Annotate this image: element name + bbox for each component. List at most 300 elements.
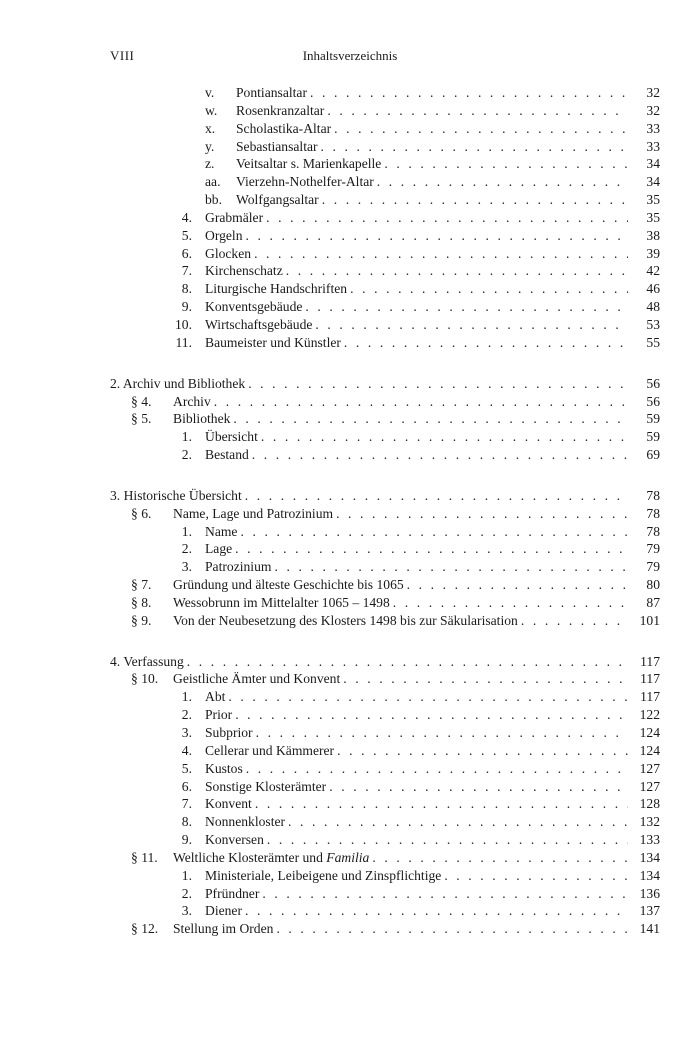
toc-entry-title [236, 173, 374, 191]
toc-entry-text: Wessobrunn im Mittelalter 1065 – 1498 [173, 594, 390, 610]
toc-entry-page: 122 [639, 707, 660, 723]
toc-entry-title [205, 902, 242, 920]
toc-entry-text: Vierzehn-Nothelfer-Altar [236, 174, 374, 190]
toc-entry-text: Pontiansaltar [236, 85, 307, 100]
toc-entry-label [205, 813, 660, 831]
toc-entry-page: 38 [646, 227, 660, 243]
toc-entry[interactable] [0, 84, 700, 102]
toc-entry[interactable] [0, 428, 700, 446]
toc-entry-text: Von der Neubesetzung des Klosters 1498 bis zur Säkularisation [173, 612, 518, 628]
dot-leader [230, 410, 628, 428]
toc-entry-number: 2. [181, 885, 192, 901]
toc-entry[interactable] [0, 523, 700, 541]
toc-entry-label [110, 375, 660, 393]
dot-leader [312, 316, 628, 334]
toc-entry[interactable] [0, 173, 700, 191]
toc-entry-label [236, 120, 660, 138]
toc-entry-page: 137 [639, 903, 660, 919]
dot-leader [283, 262, 628, 280]
dot-leader [273, 920, 628, 938]
toc-entry-text: Konversen [205, 832, 264, 848]
toc-entry-title [205, 446, 249, 464]
toc-entry-label [205, 262, 660, 280]
toc-entry-page: 56 [646, 375, 660, 391]
toc-entry-text: Wolfgangsaltar [236, 192, 319, 208]
toc-entry[interactable] [0, 298, 700, 316]
toc-entry-page: 124 [639, 725, 660, 740]
toc-entry-page: 132 [639, 814, 660, 830]
toc-entry-number: 5. [181, 227, 192, 243]
toc-entry-text: Patrozinium [205, 559, 272, 575]
dot-leader [369, 849, 628, 867]
toc-entry-title [205, 688, 225, 706]
toc-entry[interactable] [0, 262, 700, 280]
dot-leader [242, 487, 628, 505]
toc-entry-number: 3. [181, 903, 192, 919]
toc-entry-title [236, 120, 331, 138]
dot-leader [249, 446, 628, 464]
toc-entry[interactable] [0, 334, 700, 352]
toc-entry-number: 1. [181, 429, 192, 445]
toc-entry-label [173, 594, 660, 612]
toc-entry-title [110, 653, 184, 671]
dot-leader [347, 280, 628, 298]
toc-entry-label [205, 446, 660, 464]
toc-entry-label [205, 209, 660, 227]
toc-entry-title [205, 316, 312, 334]
dot-leader [263, 209, 628, 227]
toc-entry-page: 69 [646, 447, 660, 463]
toc-entry[interactable] [0, 558, 700, 576]
toc-entry[interactable] [0, 209, 700, 227]
toc-entry-page: 46 [646, 281, 660, 297]
toc-entry[interactable] [0, 540, 700, 558]
toc-entry-label [205, 334, 660, 352]
toc-entry-text: Lage [205, 541, 233, 557]
toc-entry-page: 128 [639, 796, 660, 812]
toc-entry[interactable] [0, 120, 700, 138]
toc-entry-title [110, 375, 245, 393]
toc-entry-title [173, 849, 369, 867]
page-number: VIII [110, 48, 135, 63]
toc-entry[interactable] [0, 155, 700, 173]
dot-leader [341, 334, 628, 352]
toc-entry-title [205, 760, 243, 778]
toc-entry-title [205, 742, 334, 760]
toc-entry-label [205, 831, 660, 849]
toc-entry-page: 59 [646, 429, 660, 445]
toc-entry-page: 127 [639, 778, 660, 794]
toc-entry[interactable] [0, 612, 700, 630]
toc-entry-page: 35 [646, 192, 660, 208]
toc-entry-number: z. [205, 156, 215, 172]
toc-entry-number: 2. [181, 707, 192, 723]
toc-entry-number: § 12. [131, 921, 159, 937]
dot-leader [318, 138, 628, 156]
toc-entry-label [205, 540, 660, 558]
dot-leader [326, 778, 628, 796]
toc-entry-number: 8. [181, 814, 192, 830]
toc-entry-number: y. [205, 138, 215, 154]
toc-entry-title [236, 84, 307, 102]
toc-entry[interactable] [0, 280, 700, 298]
section-gap [0, 352, 700, 375]
toc-entry-number: 2. [181, 447, 192, 463]
toc-entry-title [173, 612, 518, 630]
dot-leader [245, 375, 628, 393]
toc-entry-text: Pfründner [205, 885, 260, 901]
toc-entry[interactable] [0, 885, 700, 903]
toc-entry[interactable] [0, 831, 700, 849]
toc-entry-page: 136 [639, 885, 660, 901]
toc-entry-text: Übersicht [205, 429, 258, 445]
toc-entry-text: Wirtschaftsgebäude [205, 316, 313, 332]
toc-entry-text: Bibliothek [173, 411, 231, 427]
toc-entry[interactable] [0, 393, 700, 411]
dot-leader [271, 558, 628, 576]
toc-entry-text: Grabmäler [205, 209, 264, 225]
toc-entry-label [205, 706, 660, 724]
toc-entry-label [205, 795, 660, 813]
toc-entry[interactable] [0, 191, 700, 209]
toc-entry-page: 124 [639, 742, 660, 758]
toc-entry-label [205, 724, 660, 742]
toc-entry-label [236, 191, 660, 209]
toc-entry-page: 34 [646, 174, 660, 190]
toc-entry-text: Subprior [205, 725, 253, 740]
section-gap [0, 630, 700, 653]
toc-entry-page: 33 [646, 120, 660, 136]
toc-entry-title [205, 778, 326, 796]
toc-entry-title [173, 505, 333, 523]
toc-entry-number: 4. [181, 209, 192, 225]
toc-entry-page: 59 [646, 411, 660, 427]
toc-entry-page: 78 [646, 523, 660, 539]
dot-leader [253, 724, 628, 742]
toc-entry-title [236, 191, 319, 209]
toc-entry-page: 117 [640, 689, 660, 705]
toc-entry-number: 4. [181, 742, 192, 758]
toc-entry-text: Rosenkranzaltar [236, 102, 325, 118]
toc-entry[interactable] [0, 813, 700, 831]
toc-entry[interactable] [0, 688, 700, 706]
toc-entry-label [173, 612, 660, 630]
page-title: Inhaltsverzeichnis [302, 48, 398, 63]
dot-leader [334, 742, 628, 760]
dot-leader [307, 84, 628, 102]
toc-entry-title [205, 706, 232, 724]
toc-entry[interactable] [0, 724, 700, 742]
toc-entry-title [205, 795, 252, 813]
toc-entry-label [110, 487, 660, 505]
toc-entry-text: Konvent [205, 796, 252, 812]
dot-leader [381, 155, 628, 173]
toc-entry-text: 2. Archiv und Bibliothek [110, 375, 246, 391]
toc-entry-label [205, 428, 660, 446]
toc-entry-text: Kustos [205, 760, 243, 776]
dot-leader [252, 795, 628, 813]
toc-entry-page: 133 [639, 832, 660, 848]
toc-entry-title [205, 209, 263, 227]
toc-entry-page: 33 [646, 138, 660, 154]
toc-entry-text: Baumeister und Künstler [205, 334, 341, 350]
dot-leader [333, 505, 628, 523]
toc-entry-title [205, 523, 237, 541]
toc-entry-text: Archiv [173, 393, 211, 409]
toc-entry[interactable] [0, 410, 700, 428]
toc-entry-label [236, 84, 660, 102]
toc-entry-text: Veitsaltar s. Marienkapelle [236, 156, 382, 172]
toc-entry-label [205, 778, 660, 796]
toc-entry-page: 127 [639, 760, 660, 776]
toc-entry-number: v. [205, 85, 215, 100]
toc-entry[interactable] [0, 245, 700, 263]
toc-entry-text: Liturgische Handschriften [205, 281, 348, 297]
toc-entry-label [236, 102, 660, 120]
toc-entry-number: 5. [181, 760, 192, 776]
dot-leader [340, 670, 628, 688]
toc-entry-title [205, 280, 347, 298]
toc-entry[interactable] [0, 795, 700, 813]
toc-entry-label [205, 558, 660, 576]
toc-entry-title [205, 724, 253, 742]
toc-entry-page: 39 [646, 245, 660, 261]
toc-entry-page: 134 [639, 849, 660, 865]
dot-leader [518, 612, 628, 630]
toc-entry-number: § 10. [131, 671, 159, 687]
toc-entry-text: 4. Verfassung [110, 653, 184, 669]
dot-leader [259, 885, 628, 903]
toc-entry-page: 79 [646, 541, 660, 557]
toc-entry-title [205, 540, 232, 558]
toc-entry-text: 3. Historische Übersicht [110, 487, 242, 503]
dot-leader [243, 227, 628, 245]
toc-entry-title [173, 594, 390, 612]
toc-entry-label [205, 902, 660, 920]
toc-entry-number: 3. [181, 725, 192, 740]
toc-entry-text: Weltliche Klosterämter und [173, 849, 327, 865]
toc-entry-page: 34 [646, 156, 660, 172]
dot-leader [319, 191, 628, 209]
toc-entry-label [173, 410, 660, 428]
toc-entry-text: Sebastiansaltar [236, 138, 318, 154]
toc-entry-text: Orgeln [205, 227, 243, 243]
toc-entry-page: 101 [639, 612, 660, 628]
toc-entry-label [236, 155, 660, 173]
running-header [0, 48, 700, 68]
toc-entry-label [205, 316, 660, 334]
toc-entry-number: x. [205, 120, 216, 136]
toc-entry-number: § 7. [131, 577, 152, 593]
toc-entry-number: 1. [181, 867, 192, 883]
toc-entry[interactable] [0, 670, 700, 688]
toc-entry-title [205, 428, 258, 446]
toc-entry-page: 42 [646, 263, 660, 279]
toc-entry-number: 9. [181, 299, 192, 315]
toc-entry-label [205, 867, 660, 885]
toc-entry-label [205, 885, 660, 903]
toc-entry-text: Diener [205, 903, 242, 919]
dot-leader [211, 393, 628, 411]
toc-entry-title [205, 558, 271, 576]
toc-entry[interactable] [0, 778, 700, 796]
toc-entry-title [173, 576, 404, 594]
toc-entry-label [205, 245, 660, 263]
toc-entry-page: 80 [646, 577, 660, 593]
dot-leader [390, 594, 628, 612]
dot-leader [232, 706, 628, 724]
toc-entry-label [205, 280, 660, 298]
dot-leader [374, 173, 628, 191]
toc-entry-page: 78 [646, 505, 660, 521]
toc-entry-label [205, 227, 660, 245]
dot-leader [184, 653, 628, 671]
toc-entry-text: Abt [205, 689, 226, 705]
toc-entry-text: Cellerar und Kämmerer [205, 742, 335, 758]
toc-entry[interactable] [0, 706, 700, 724]
toc-entry-label [110, 653, 660, 671]
toc-entry[interactable] [0, 138, 700, 156]
toc-entry-title [205, 831, 264, 849]
toc-entry-number: 1. [181, 689, 192, 705]
toc-entry[interactable] [0, 316, 700, 334]
toc-entry-number: § 6. [131, 505, 152, 521]
dot-leader [285, 813, 628, 831]
dot-leader [225, 688, 628, 706]
toc-entry-text: Geistliche Ämter und Konvent [173, 671, 341, 687]
toc-entry-title [236, 138, 318, 156]
toc-entry[interactable] [0, 867, 700, 885]
toc-entry-number: bb. [205, 192, 222, 208]
toc-entry-title [173, 920, 273, 938]
toc-entry[interactable] [0, 576, 700, 594]
toc-entry-page: 117 [640, 671, 660, 687]
toc-entry[interactable] [0, 902, 700, 920]
toc-entry-title [173, 410, 230, 428]
toc-entry-title [236, 102, 324, 120]
toc-entry-number: 7. [181, 796, 192, 812]
toc-entry-title [173, 670, 340, 688]
toc-entry-number: 8. [181, 281, 192, 297]
toc-entry-number: w. [205, 102, 218, 118]
toc-entry[interactable] [0, 102, 700, 120]
toc-entry[interactable] [0, 594, 700, 612]
toc-entry-text: Glocken [205, 245, 252, 261]
toc-entry[interactable] [0, 375, 700, 393]
toc-entry-label [236, 138, 660, 156]
toc-entry-text: Name [205, 523, 238, 539]
toc-entry-title [236, 155, 381, 173]
toc-entry-text: Scholastika-Altar [236, 120, 332, 136]
toc-entry-number: 9. [181, 832, 192, 848]
toc-entry-number: 6. [181, 778, 192, 794]
toc-entry-title [205, 227, 243, 245]
dot-leader [243, 760, 628, 778]
toc-entry-label [205, 298, 660, 316]
toc-entry-number: 7. [181, 263, 192, 279]
toc-entry-number: 10. [175, 316, 192, 332]
toc-entry[interactable] [0, 849, 700, 867]
toc-entry-number: aa. [205, 174, 221, 190]
toc-entry-text: Konventsgebäude [205, 299, 303, 315]
toc-entry-label [205, 742, 660, 760]
toc-entry-text: Sonstige Klosterämter [205, 778, 327, 794]
toc-entry-label [236, 173, 660, 191]
toc-entry[interactable] [0, 760, 700, 778]
toc-entry-title [173, 393, 211, 411]
toc-entry-title [205, 885, 259, 903]
toc-entry[interactable] [0, 227, 700, 245]
toc-entry-label [173, 505, 660, 523]
toc-entry-number: § 5. [131, 411, 152, 427]
toc-entry[interactable] [0, 653, 700, 671]
toc-entry-number: 3. [181, 559, 192, 575]
toc-entry-page: 141 [639, 921, 660, 937]
dot-leader [404, 576, 628, 594]
toc-entry-text: Ministeriale, Leibeigene und Zinspflichtige [205, 867, 442, 883]
toc-entry-page: 117 [640, 653, 660, 669]
toc-entry-title [205, 262, 283, 280]
table-of-contents [0, 84, 700, 938]
toc-entry-label [173, 670, 660, 688]
toc-entry-title [205, 813, 285, 831]
toc-entry-label [173, 849, 660, 867]
toc-entry-page: 79 [646, 559, 660, 575]
toc-entry-text: Stellung im Orden [173, 921, 274, 937]
toc-entry-page: 55 [646, 334, 660, 350]
toc-entry[interactable] [0, 742, 700, 760]
toc-entry-text: Name, Lage und Patrozinium [173, 505, 334, 521]
dot-leader [242, 902, 628, 920]
dot-leader [232, 540, 628, 558]
toc-entry-page: 87 [646, 594, 660, 610]
dot-leader [441, 867, 628, 885]
toc-entry-label [173, 920, 660, 938]
toc-entry-label [173, 393, 660, 411]
toc-entry-number: § 8. [131, 594, 152, 610]
toc-entry[interactable] [0, 446, 700, 464]
toc-entry-italic-text: Familia [326, 849, 370, 865]
toc-entry-number: § 11. [131, 849, 158, 865]
dot-leader [258, 428, 628, 446]
toc-entry-page: 32 [646, 102, 660, 118]
toc-entry-page: 56 [646, 393, 660, 409]
toc-entry-label [205, 688, 660, 706]
toc-entry-text: Kirchenschatz [205, 263, 283, 279]
toc-entry-title [110, 487, 242, 505]
dot-leader [251, 245, 628, 263]
dot-leader [237, 523, 628, 541]
toc-entry-title [205, 867, 441, 885]
toc-entry-title [205, 334, 341, 352]
dot-leader [324, 102, 628, 120]
dot-leader [264, 831, 628, 849]
toc-entry[interactable] [0, 920, 700, 938]
toc-entry-page: 134 [639, 867, 660, 883]
toc-entry-page: 32 [646, 85, 660, 100]
toc-entry-number: 1. [181, 523, 192, 539]
toc-entry-page: 78 [646, 487, 660, 503]
toc-entry-title [205, 298, 302, 316]
toc-entry[interactable] [0, 487, 700, 505]
toc-entry-number: § 4. [131, 393, 152, 409]
toc-entry-page: 48 [646, 299, 660, 315]
toc-entry[interactable] [0, 505, 700, 523]
toc-entry-text: Prior [205, 707, 233, 723]
toc-entry-page: 53 [646, 316, 660, 332]
dot-leader [331, 120, 628, 138]
toc-entry-number: 11. [175, 334, 192, 350]
